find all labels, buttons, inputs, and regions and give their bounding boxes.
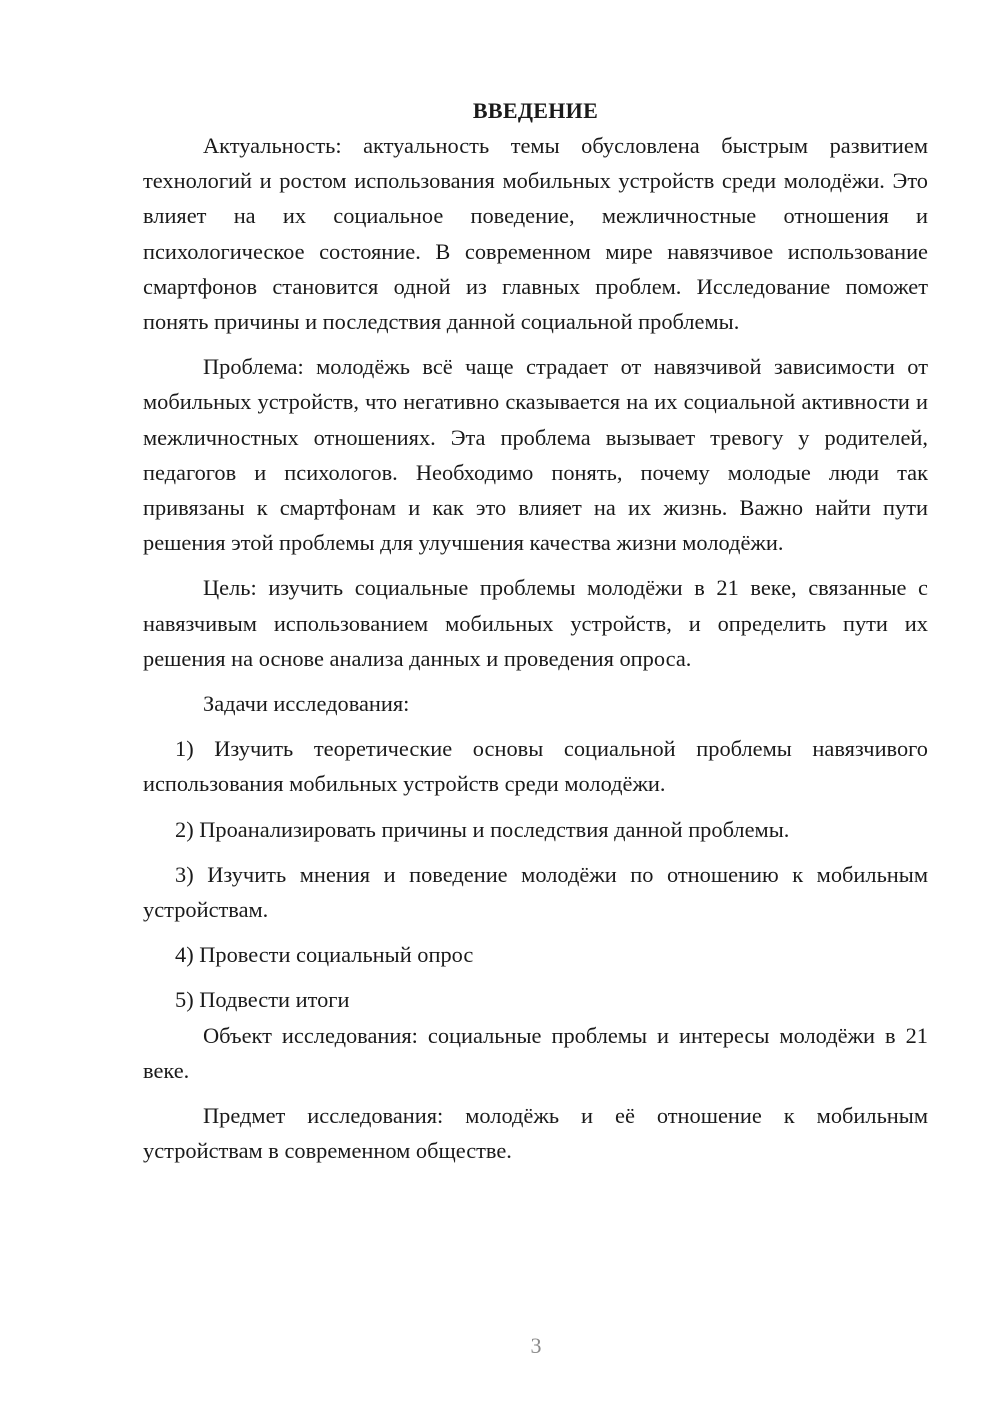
paragraph-tasks-heading: Задачи исследования: <box>203 691 410 717</box>
paragraph-object: Объект исследования: социальные проблемы и интересы молодёжи в 21 веке. <box>143 1022 928 1083</box>
document-body <box>143 93 928 1168</box>
list-item: 2) Проанализировать причины и последствия данной проблемы. <box>175 816 790 842</box>
list-item: 5) Подвести итоги <box>175 987 350 1013</box>
tasks-list <box>143 731 928 1017</box>
paragraph-goal: Цель: изучить социальные проблемы молодёжи в 21 веке, связанные с навязчивым использованием мобильных устройств, и определить пути их решения на основе анализа данных и проведения опроса. <box>143 575 928 671</box>
page-number: 3 <box>530 1333 542 1358</box>
list-item: 3) Изучить мнения и поведение молодёжи по отношению к мобильным устройствам. <box>143 861 928 923</box>
paragraph-subject: Предмет исследования: молодёжь и её отношение к мобильным устройствам в современном обществе. <box>143 1103 928 1164</box>
page-title: ВВЕДЕНИЕ <box>472 98 599 123</box>
paragraph-relevance: Актуальность: актуальность темы обусловлена быстрым развитием технологий и ростом использования мобильных устройств среди молодёжи. Это влияет на их социальное поведение, межличностные отношения и психологическое состояние. В современном мире навязчивое использование смартфонов становится одной из главных проблем. Исследование поможет понять причины и последствия данной социальной проблемы. <box>143 133 928 335</box>
list-item: 4) Провести социальный опрос <box>175 942 474 968</box>
paragraph-problem: Проблема: молодёжь всё чаще страдает от навязчивой зависимости от мобильных устройств, что негативно сказывается на их социальной активности и межличностных отношениях. Эта проблема вызывает тревогу у родителей, педагогов и психологов. Необходимо понять, почему молодые люди так привязаны к смартфонам и как это влияет на их жизнь. Важно найти пути решения этой проблемы для улучшения качества жизни молодёжи. <box>143 354 928 556</box>
list-item: 1) Изучить теоретические основы социальной проблемы навязчивого использования мобильных устройств среди молодёжи. <box>143 736 928 797</box>
